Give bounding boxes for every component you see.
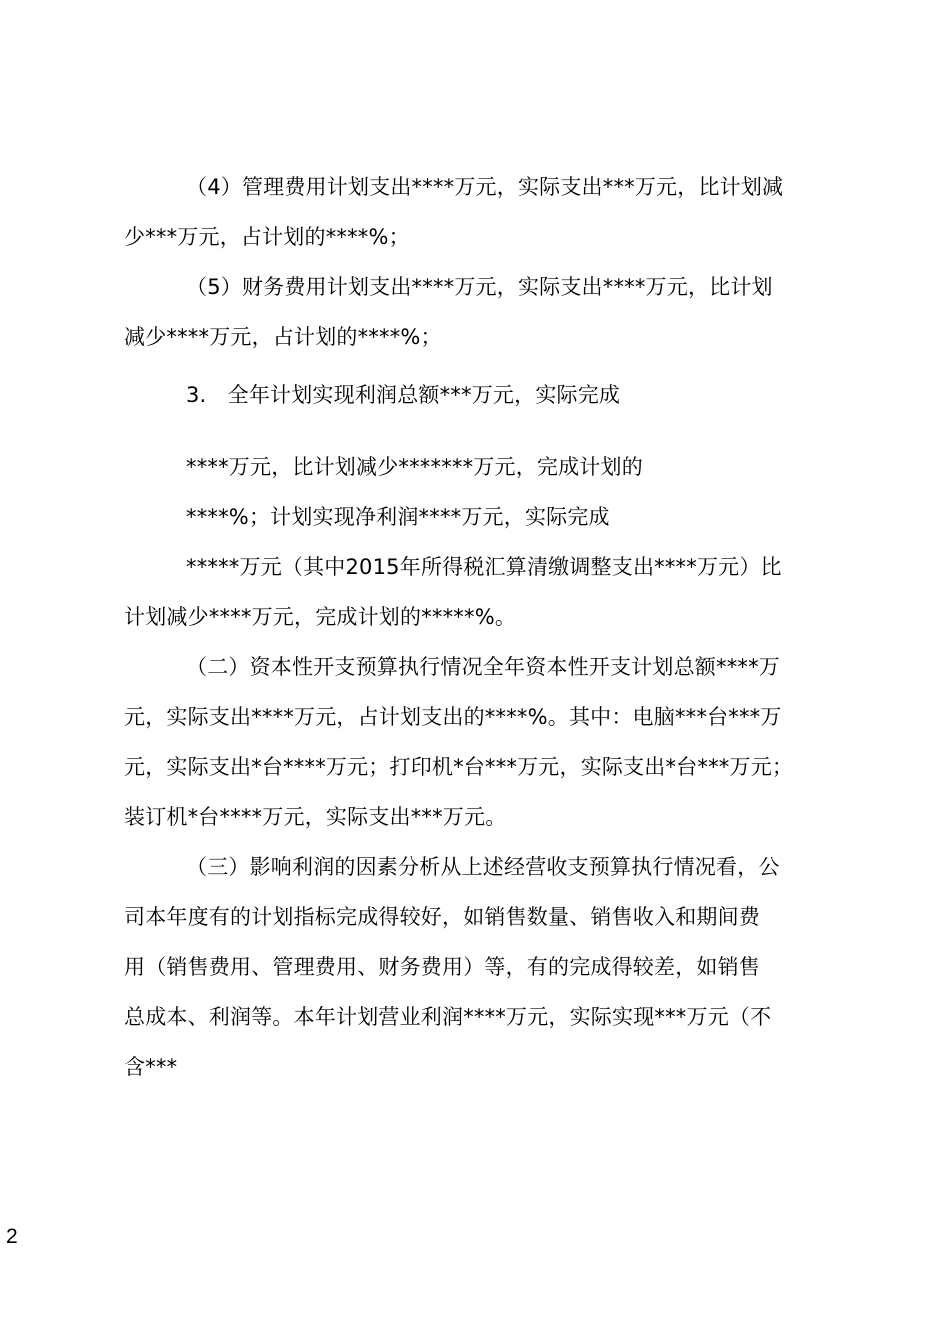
text-line-18: 含*** bbox=[124, 1055, 178, 1079]
text-line-6: ****万元，比计划减少*******万元，完成计划的 bbox=[186, 455, 643, 479]
text-line-12: 元，实际支出*台****万元；打印机*台***万元，实际支出*台***万元； bbox=[124, 755, 794, 779]
text-line-2: 少***万元，占计划的****%； bbox=[124, 225, 410, 249]
text-line-7: ****%；计划实现净利润****万元，实际完成 bbox=[186, 505, 610, 529]
text-line-13: 装订机*台****万元，实际支出***万元。 bbox=[124, 805, 507, 829]
text-line-10: （二）资本性开支预算执行情况全年资本性开支计划总额****万 bbox=[186, 655, 780, 679]
text-line-9: 计划减少****万元，完成计划的*****%。 bbox=[124, 605, 517, 629]
page-number: 2 bbox=[6, 1225, 18, 1248]
text-line-8: *****万元（其中2015年所得税汇算清缴调整支出****万元）比 bbox=[186, 555, 782, 579]
text-line-15: 司本年度有的计划指标完成得较好，如销售数量、销售收入和期间费 bbox=[124, 905, 760, 929]
text-line-17: 总成本、利润等。本年计划营业利润****万元，实际实现***万元（不 bbox=[124, 1005, 772, 1029]
text-line-5: 3. 全年计划实现利润总额***万元，实际完成 bbox=[186, 383, 621, 407]
text-line-4: 减少****万元，占计划的****%； bbox=[124, 325, 442, 349]
text-line-11: 元，实际支出****万元，占计划支出的****%。其中：电脑***台***万 bbox=[124, 705, 782, 729]
text-line-1: （4）管理费用计划支出****万元，实际支出***万元，比计划减 bbox=[186, 175, 784, 199]
text-line-16: 用（销售费用、管理费用、财务费用）等，有的完成得较差，如销售 bbox=[124, 955, 760, 979]
text-line-14: （三）影响利润的因素分析从上述经营收支预算执行情况看，公 bbox=[186, 855, 780, 879]
text-line-3: （5）财务费用计划支出****万元，实际支出****万元，比计划 bbox=[186, 275, 773, 299]
